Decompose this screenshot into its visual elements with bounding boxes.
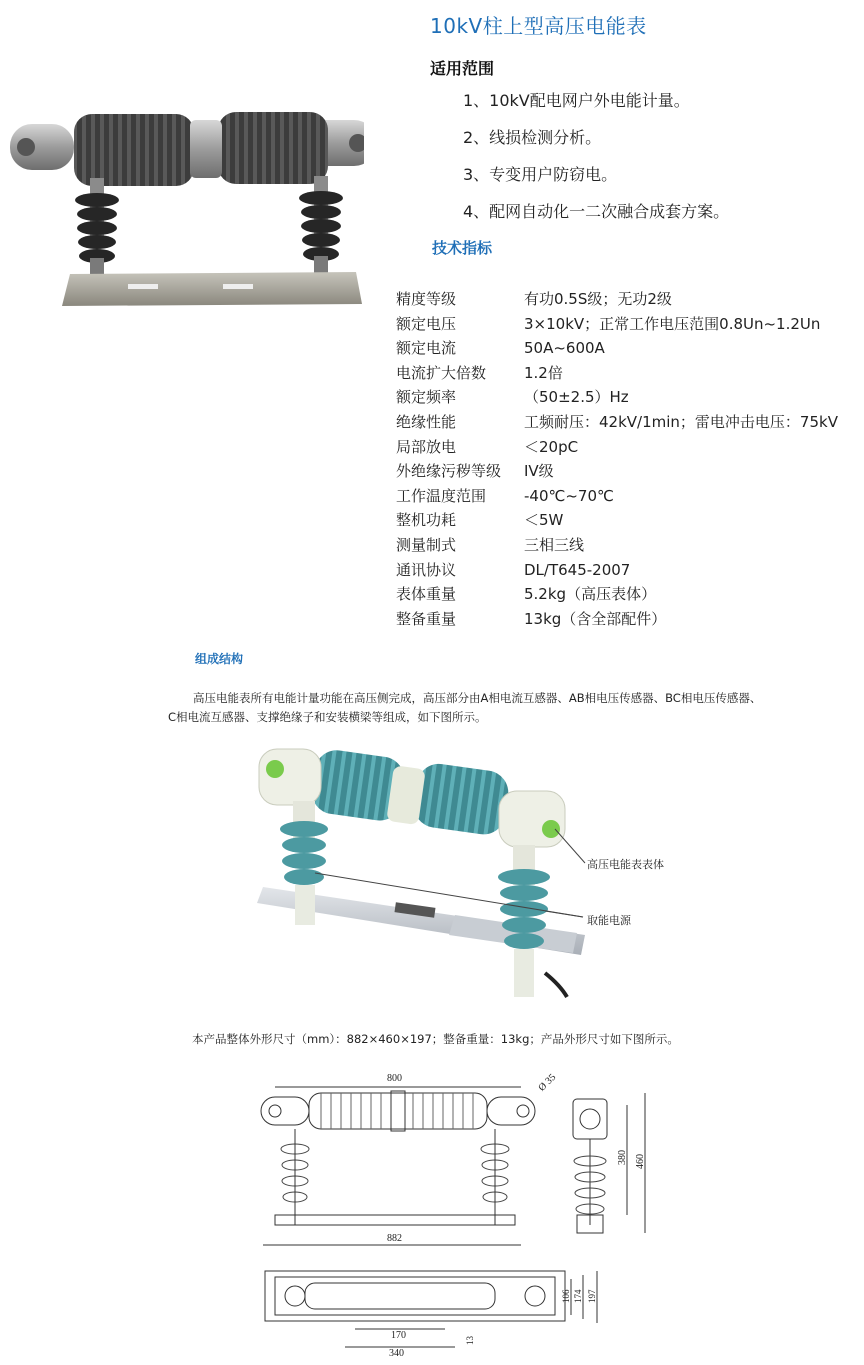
spec-key: 绝缘性能 [396, 412, 457, 431]
spec-row [396, 338, 838, 363]
spec-value: ＜20pC [524, 437, 579, 456]
spec-row [396, 584, 838, 609]
structure-heading: 组成结构 [195, 652, 244, 666]
spec-key: 整机功耗 [396, 511, 457, 530]
list-item: 3、专变用户防窃电。 [463, 165, 618, 184]
dimension-text: 本产品整体外形尺寸（mm）：882×460×197；整备重量：13kg；产品外形尺寸如下图所示。 [192, 1032, 679, 1046]
spec-value: ＜5W [524, 511, 564, 530]
page-title: 10kV柱上型高压电能表 [430, 14, 647, 38]
spec-value: 3×10kV；正常工作电压范围0.8Un~1.2Un [524, 314, 821, 333]
dim-label-106: 106 [561, 1289, 571, 1303]
spec-table [396, 289, 838, 633]
dimension-drawing [255, 1065, 655, 1360]
callout-body: 高压电能表表体 [587, 858, 664, 871]
spec-row [396, 461, 838, 486]
spec-row [396, 363, 838, 388]
spec-key: 通讯协议 [396, 560, 457, 579]
spec-value: 三相三线 [524, 535, 585, 554]
spec-value: （50±2.5）Hz [524, 388, 629, 407]
spec-row [396, 560, 838, 585]
spec-row [396, 609, 838, 634]
product-photo [8, 108, 364, 308]
dim-label-882: 882 [387, 1233, 402, 1244]
spec-row [396, 510, 838, 535]
spec-value: 有功0.5S级；无功2级 [524, 290, 672, 308]
spec-key: 精度等级 [396, 290, 457, 308]
dim-label-460: 460 [635, 1154, 646, 1169]
spec-value: 工频耐压：42kV/1min；雷电冲击电压：75kV [524, 412, 838, 431]
dim-label-170: 170 [391, 1330, 406, 1341]
spec-key: 整备重量 [396, 609, 457, 628]
spec-value: 1.2倍 [524, 363, 563, 382]
spec-row [396, 289, 838, 314]
spec-key: 电流扩大倍数 [396, 363, 487, 382]
spec-row [396, 314, 838, 339]
spec-value: DL/T645-2007 [524, 560, 631, 579]
dim-label-380: 380 [617, 1150, 628, 1165]
dim-label-340: 340 [389, 1348, 404, 1359]
list-item: 2、线损检测分析。 [463, 128, 602, 147]
spec-value: 5.2kg（高压表体） [524, 585, 657, 604]
callout-power: 取能电源 [587, 914, 631, 927]
structure-diagram [255, 745, 675, 1010]
spec-row [396, 486, 838, 511]
spec-value: IV级 [524, 462, 554, 481]
spec-key: 额定频率 [396, 388, 457, 407]
dim-label-174: 174 [573, 1289, 583, 1303]
list-item: 4、配网自动化一二次融合成套方案。 [463, 202, 730, 221]
spec-key: 测量制式 [396, 535, 457, 554]
spec-row [396, 535, 838, 560]
spec-key: 额定电流 [396, 339, 457, 358]
list-item: 1、10kV配电网户外电能计量。 [463, 91, 690, 110]
dim-label-diameter: Ø 35 [536, 1071, 559, 1094]
spec-key: 局部放电 [396, 437, 457, 456]
dim-label-800: 800 [387, 1073, 402, 1084]
spec-key: 工作温度范围 [396, 486, 487, 505]
spec-value: 13kg（含全部配件） [524, 609, 667, 628]
spec-value: 50A~600A [524, 339, 605, 358]
tech-heading: 技术指标 [432, 239, 493, 257]
dim-label-197: 197 [587, 1289, 597, 1303]
applications-list [463, 88, 729, 236]
applications-heading: 适用范围 [430, 59, 495, 78]
spec-value: -40℃~70℃ [524, 486, 614, 505]
spec-row [396, 437, 838, 462]
spec-row [396, 387, 838, 412]
spec-key: 外绝缘污秽等级 [396, 462, 502, 481]
spec-row [396, 412, 838, 437]
dim-label-13: 13 [465, 1336, 475, 1345]
spec-key: 额定电压 [396, 314, 457, 333]
spec-key: 表体重量 [396, 585, 457, 604]
structure-paragraph: 高压电能表所有电能计量功能在高压侧完成，高压部分由A相电流互感器、AB相电压传感器、BC相电压传感器、C相电流互感器、支撑绝缘子和安装横梁等组成，如下图所示。 [168, 691, 762, 724]
